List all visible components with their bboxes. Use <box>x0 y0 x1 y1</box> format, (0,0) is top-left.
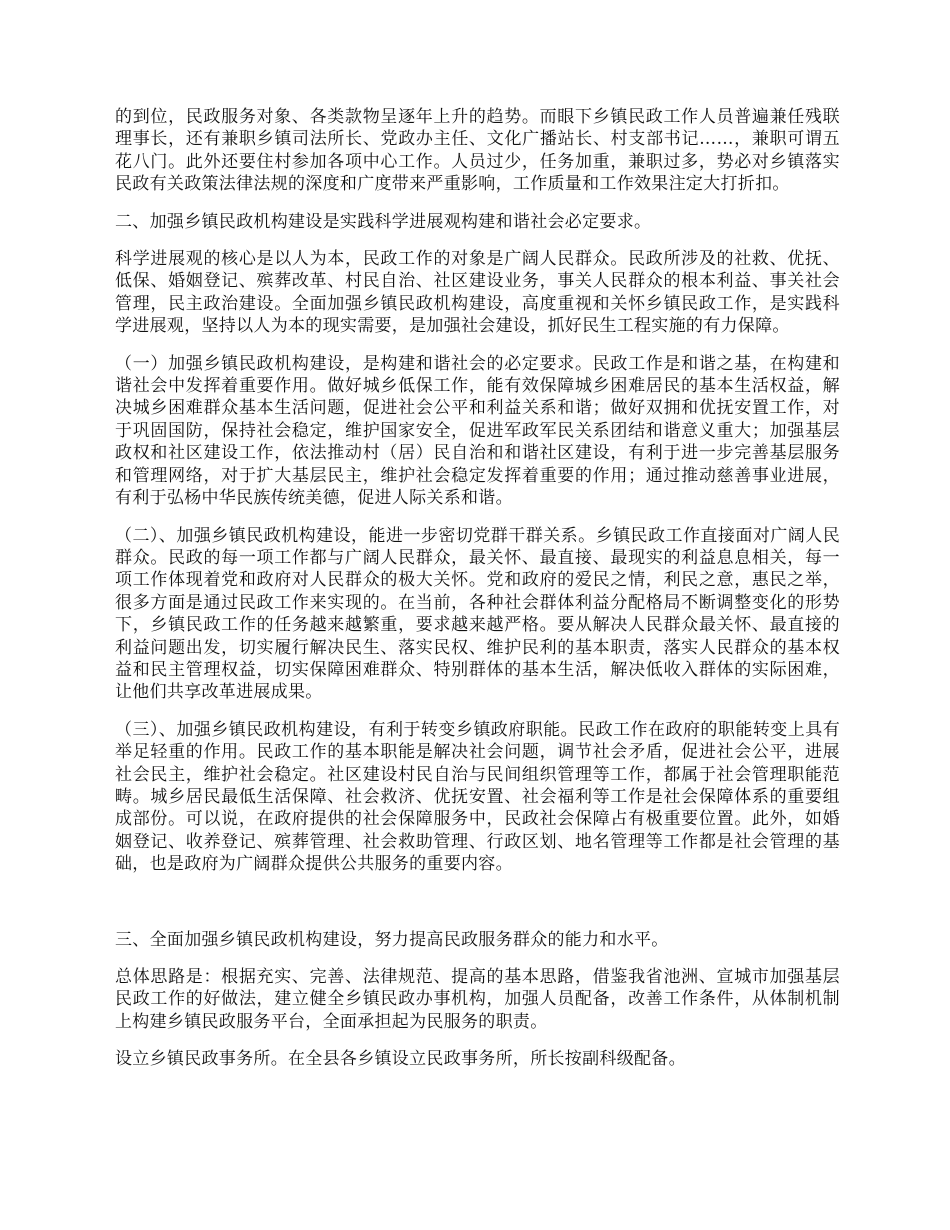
paragraph-5: （二）、加强乡镇民政机构建设，能进一步密切党群干群关系。乡镇民政工作直接面对广阔人民群众。民政的每一项工作都与广阔人民群众，最关怀、最直接、最现实的利益息息相关，每一项工作体现着党和政府对人民群众的极大关怀。党和政府的爱民之情，利民之意，惠民之举，很多方面是通过民政工作来实现的。在当前，各种社会群体利益分配格局不断调整变化的形势下，乡镇民政工作的任务越来越繁重，要求越来越严格。要从解决人民群众最关怀、最直接的利益问题出发，切实履行解决民生、落实民权、维护民利的基本职责，落实人民群众的基本权益和民主管理权益，切实保障困难群众、特别群体的基本生活，解决低收入群体的实际困难，让他们共享改革进展成果。 <box>115 525 840 703</box>
paragraph-6: （三）、加强乡镇民政机构建设，有利于转变乡镇政府职能。民政工作在政府的职能转变上具有举足轻重的作用。民政工作的基本职能是解决社会问题，调节社会矛盾，促进社会公平，进展社会民主，维护社会稳定。社区建设村民自治与民间组织管理等工作，都属于社会管理职能范畴。城乡居民最低生活保障、社会救济、优抚安置、社会福利等工作是社会保障体系的重要组成部份。可以说，在政府提供的社会保障服务中，民政社会保障占有极重要位置。此外，如婚姻登记、收养登记、殡葬管理、社会救助管理、行政区划、地名管理等工作都是社会管理的基础，也是政府为广阔群众提供公共服务的重要内容。 <box>115 719 840 875</box>
blank-line <box>115 891 840 929</box>
document-page <box>115 106 840 1086</box>
paragraph-1: 的到位，民政服务对象、各类款物呈逐年上升的趋势。而眼下乡镇民政工作人员普遍兼任残联理事长，还有兼职乡镇司法所长、党政办主任、文化广播站长、村支部书记……，兼职可谓五花八门。此外还要住村参加各项中心工作。人员过少，任务加重，兼职过多，势必对乡镇落实民政有关政策法律法规的深度和广度带来严重影响，工作质量和工作效果注定大打折扣。 <box>115 107 840 195</box>
section-heading-3: 三、全面加强乡镇民政机构建设，努力提高民政服务群众的能力和水平。 <box>115 929 669 950</box>
section-heading-2: 二、加强乡镇民政机构建设是实践科学进展观构建和谐社会必定要求。 <box>115 211 652 232</box>
paragraph-3: 科学进展观的核心是以人为本，民政工作的对象是广阔人民群众。民政所涉及的社救、优抚、低保、婚姻登记、殡葬改革、村民自治、社区建设业务，事关人民群众的根本利益、事关社会管理，民主政治建设。全面加强乡镇民政机构建设，高度重视和关怀乡镇民政工作，是实践科学进展观，坚持以人为本的现实需要，是加强社会建设，抓好民生工程实施的有力保障。 <box>115 249 840 337</box>
paragraph-9: 设立乡镇民政事务所。在全县各乡镇设立民政事务所，所长按副科级配备。 <box>115 1049 686 1070</box>
paragraph-4: （一）加强乡镇民政机构建设，是构建和谐社会的必定要求。民政工作是和谐之基，在构建和谐社会中发挥着重要作用。做好城乡低保工作，能有效保障城乡困难居民的基本生活权益，解决城乡困难群众基本生活问题，促进社会公平和利益关系和谐；做好双拥和优抚安置工作，对于巩固国防，保持社会稳定，维护国家安全，促进军政军民关系团结和谐意义重大；加强基层政权和社区建设工作，依法推动村（居）民自治和和谐社区建设，有利于进一步完善基层服务和管理网络，对于扩大基层民主，维护社会稳定发挥着重要的作用；通过推动慈善事业进展，有利于弘杨中华民族传统美德，促进人际关系和谐。 <box>115 353 840 509</box>
paragraph-8: 总体思路是：根据充实、完善、法律规范、提高的基本思路，借鉴我省池洲、宣城市加强基层民政工作的好做法，建立健全乡镇民政办事机构，加强人员配备，改善工作条件，从体制机制上构建乡镇民政服务平台，全面承担起为民服务的职责。 <box>115 967 840 1032</box>
